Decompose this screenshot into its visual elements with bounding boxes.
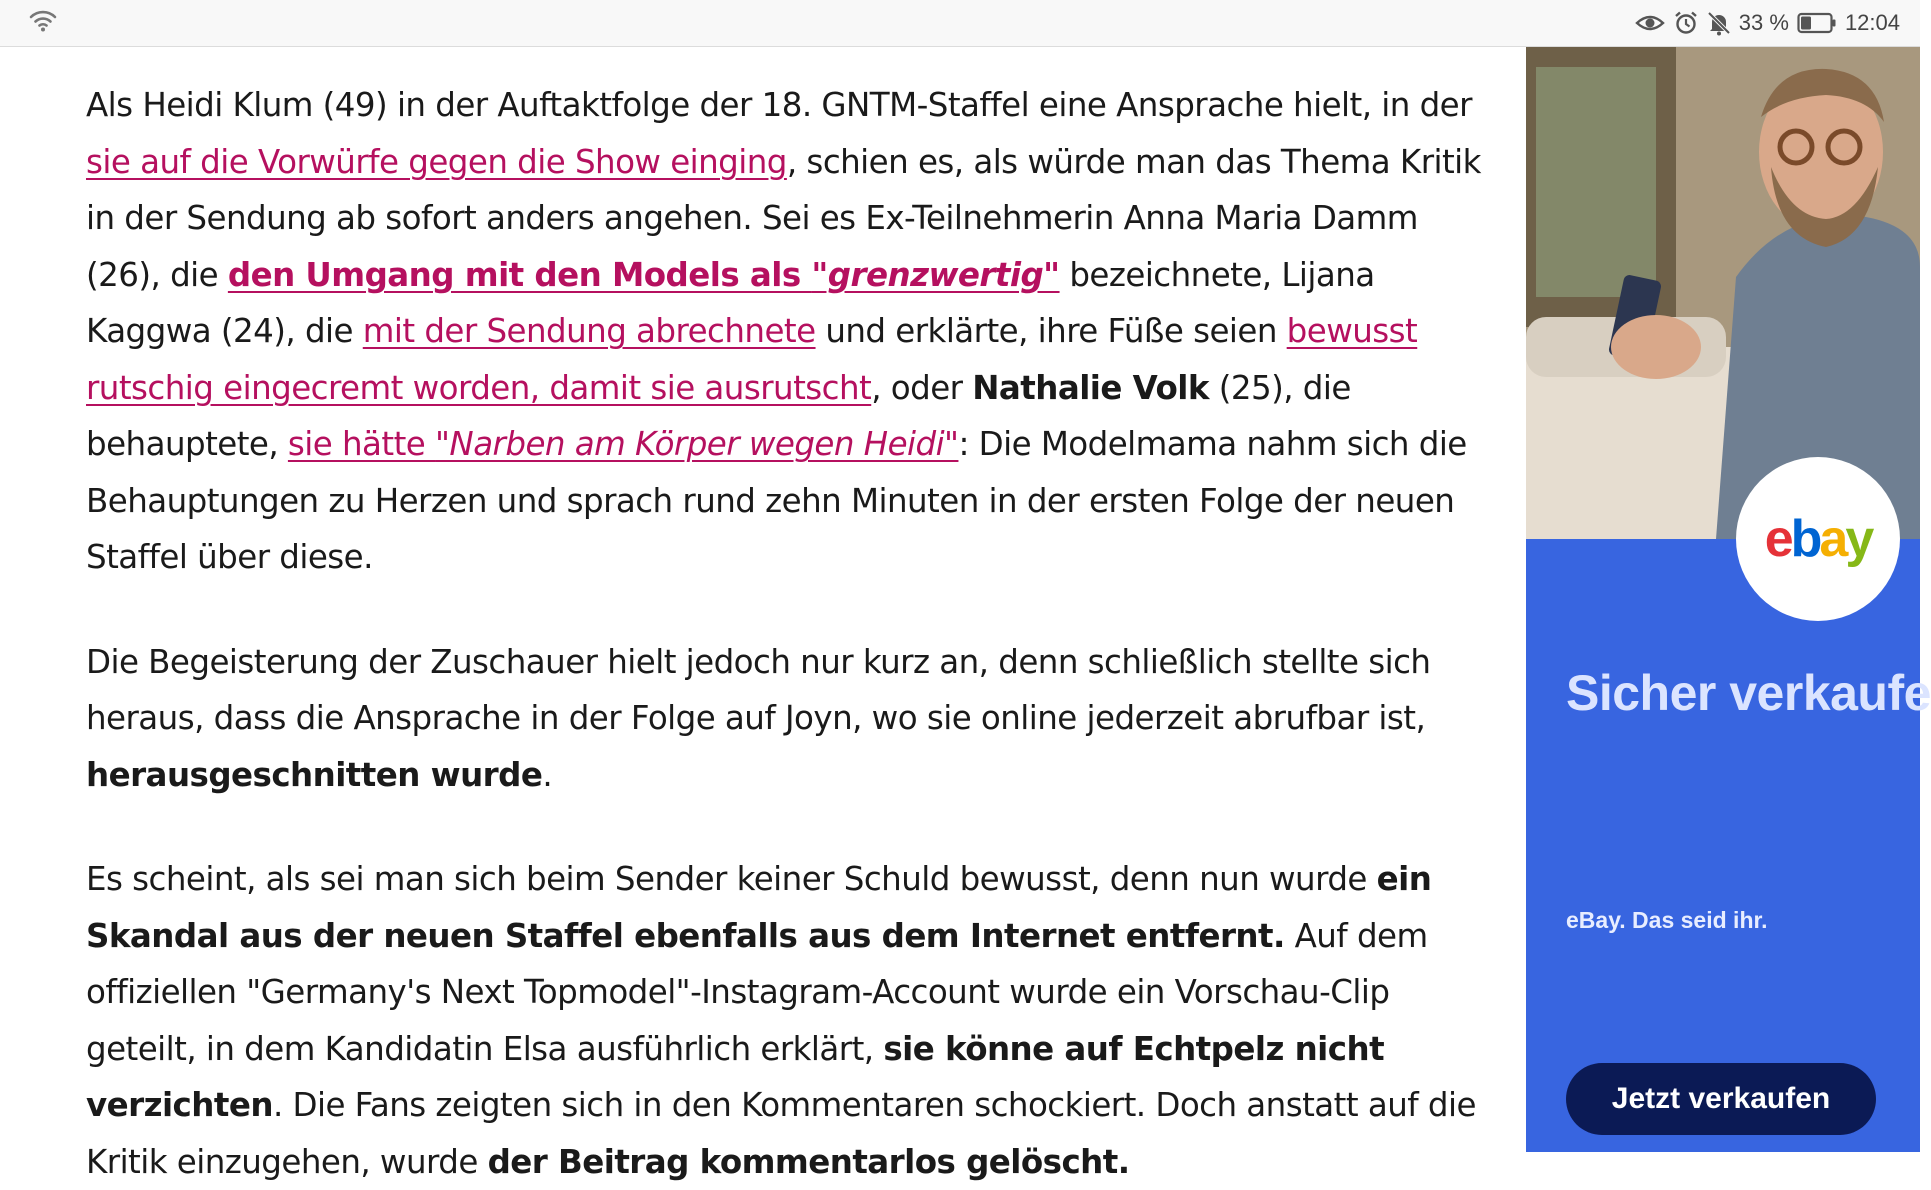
ebay-logo <box>1736 457 1900 621</box>
paragraph-1 <box>86 77 1486 586</box>
text-run: Es scheint, als sei man sich beim Sender keiner Schuld bewusst, denn nun wurde <box>86 860 1377 898</box>
link-quote: "grenzwertig" <box>811 255 1060 294</box>
wifi-icon <box>28 8 58 38</box>
text-run: (25), die behauptete, <box>86 368 1351 463</box>
link-narben[interactable] <box>288 425 959 463</box>
text-run: Auf dem offiziellen "Germany's Next Topmodel"-Instagram-Account wurde ein Vorschau-Clip geteilt, in dem Kandidatin Elsa ausführlich erklärt, <box>86 916 1428 1068</box>
eye-icon <box>1635 12 1665 34</box>
bold-text: ein Skandal aus der neuen Staffel ebenfalls aus dem Internet entfernt. <box>86 860 1432 955</box>
link-text: sie hätte <box>287 425 436 463</box>
logo-letter: y <box>1845 510 1872 568</box>
logo-letter: a <box>1819 510 1846 568</box>
battery-percent: 33 % <box>1738 10 1789 35</box>
bold-name: Nathalie Volk <box>972 368 1209 407</box>
logo-letter: b <box>1790 510 1820 568</box>
jetzt-verkaufen-button[interactable]: Jetzt verkaufen <box>1566 1063 1876 1135</box>
clock: 12:04 <box>1844 10 1900 35</box>
text-run: . Die Fans zeigten sich in den Kommentaren schockiert. Doch anstatt auf die Kritik einzugehen, wurde <box>86 1086 1476 1181</box>
logo-letter: e <box>1764 510 1791 568</box>
text-run: : Die Modelmama nahm sich die Behauptungen zu Herzen und sprach rund zehn Minuten in der ersten Folge der neuen Staffel über diese. <box>86 425 1467 576</box>
bold-text: der Beitrag kommentarlos gelöscht. <box>487 1142 1130 1181</box>
ad-headline: Sicher verkaufe <box>1566 665 1931 721</box>
text-run: , schien es, als würde man das Thema Kritik in der Sendung ab sofort anders angehen. Sei es Ex-Teilnehmerin Anna Maria Damm (26), die <box>86 142 1481 294</box>
text-run: , oder <box>871 368 973 407</box>
status-bar <box>0 0 1920 47</box>
ad-tagline: eBay. Das seid ihr. <box>1566 907 1768 933</box>
bold-text: sie könne auf Echtpelz nicht verzichten <box>86 1029 1385 1124</box>
text-run: Die Begeisterung der Zuschauer hielt jedoch nur kurz an, denn schließlich stellte sich heraus, dass die Ansprache in der Folge auf Joyn, wo sie online jederzeit abrufbar ist, <box>86 642 1431 737</box>
link-umgang-models[interactable] <box>228 256 1060 294</box>
bell-off-icon <box>1707 10 1731 36</box>
link-quote: "Narben am Körper wegen Heidi" <box>435 425 959 463</box>
ebay-ad[interactable] <box>1526 47 1931 1152</box>
ad-photo <box>1526 47 1920 539</box>
link-sendung-abrechnete[interactable]: mit der Sendung abrechnete <box>362 312 816 350</box>
bold-text: herausgeschnitten wurde <box>86 755 543 794</box>
text-run: Als Heidi Klum (49) in der Auftaktfolge der 18. GNTM-Staffel eine Ansprache hielt, in der <box>86 86 1472 124</box>
paragraph-3 <box>86 851 1486 1190</box>
text-run: und erklärte, ihre Füße seien <box>815 312 1287 350</box>
paragraph-2 <box>86 634 1486 804</box>
link-text: den Umgang mit den Models als <box>227 255 812 294</box>
text-run: bezeichnete, Lijana Kaggwa (24), die <box>86 255 1375 350</box>
article-body <box>86 47 1486 1181</box>
link-rutschig-eingecremt[interactable]: bewusst rutschig eingecremt worden, damit sie ausrutscht <box>86 312 1418 407</box>
battery-icon <box>1797 12 1837 34</box>
text-run: . <box>542 755 553 794</box>
link-vorwuerfe[interactable]: sie auf die Vorwürfe gegen die Show einging <box>86 142 787 181</box>
alarm-icon <box>1673 10 1699 36</box>
